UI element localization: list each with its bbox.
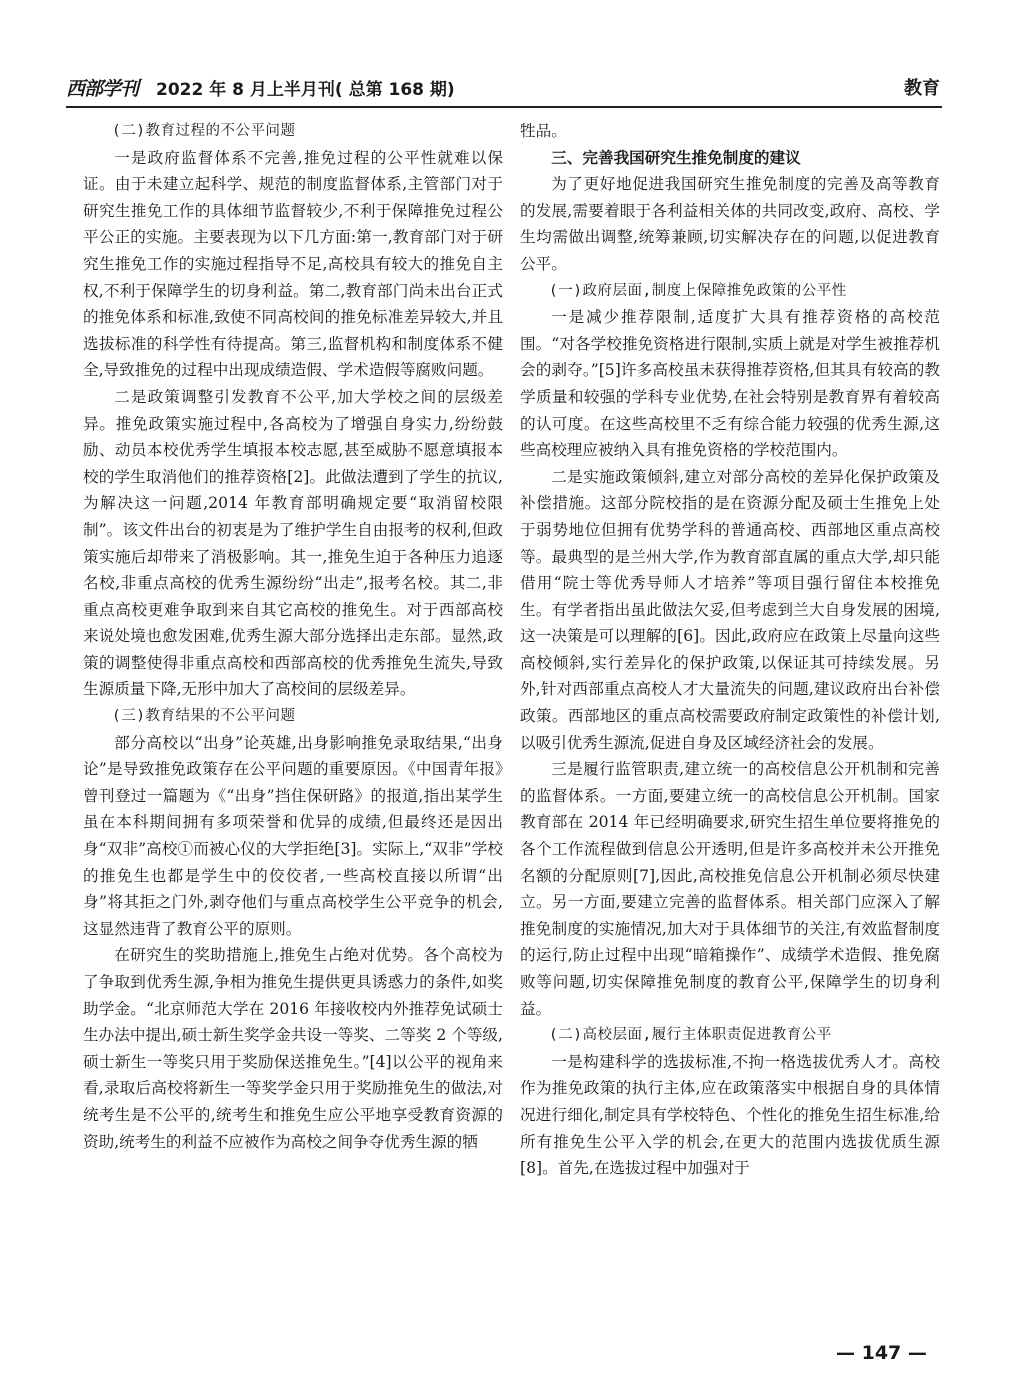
paragraph: 二是实施政策倾斜,建立对部分高校的差异化保护政策及补偿措施。这部分院校指的是在资源分配及硕士生推免上处于弱势地位但拥有优势学科的普通高校、西部地区重点高校等。最典型的是兰州大学,作为教育部直属的重点大学,却只能借用“院士等优秀导师人才培养”等项目强行留住本校推免生。有学者指出虽此做法欠妥,但考虑到兰大自身发展的困境,这一决策是可以理解的[6]。因此,政府应在政策上尽量向这些高校倾斜,实行差异化的保护政策,以保证其可持续发展。另外,针对西部重点高校人才大量流失的问题,建议政府出台补偿政策。西部地区的重点高校需要政府制定政策性的补偿计划,以吸引优秀生源流,促进自身及区域经济社会的发展。 xyxy=(520,467,940,752)
journal-logo: 西部学刊 xyxy=(66,78,139,100)
paragraph: 一是构建科学的选拔标准,不拘一格选拔优秀人才。高校作为推免政策的执行主体,应在政策落实中根据自身的具体情况进行细化,制定具有学校特色、个性化的推免生招生标准,给所有推免生公平入学的机会,在更大的范围内选拔优质生源[8]。首先,在选拔过程中加强对于 xyxy=(520,1052,940,1178)
paragraph: 为了更好地促进我国研究生推免制度的完善及高等教育的发展,需要着眼于各利益相关体的共同改变,政府、高校、学生均需做出调整,统筹兼顾,切实解决存在的问题,以促进教育公平。 xyxy=(520,175,940,273)
paragraph: 二是政策调整引发教育不公平,加大学校之间的层级差异。推免政策实施过程中,各高校为了增强自身实力,纷纷鼓励、动员本校优秀学生填报本校志愿,甚至威胁不愿意填报本校的学生取消他们的推荐资格[2]。此做法遭到了学生的抗议,为解决这一问题,2014 年教育部明确规定要“取消留校限制”。该文件出台的初衷是为了维护学生自由报考的权利,但政策实施后却带来了消极影响。其一,推免生迫于各种压力追逐名校,非重点高校的优秀生源纷纷“出走”,报考名校。其二,非重点高校更难争取到来自其它高校的推免生。对于西部高校来说处境也愈发困难,优秀生源大部分选择出走东部。显然,政策的调整使得非重点高校和西部高校的优秀推免生流失,导致生源质量下降,无形中加大了高校间的层级差异。 xyxy=(83,387,503,699)
paragraph-continuation: 牲品。 xyxy=(520,122,567,140)
paragraph: 一是减少推荐限制,适度扩大具有推荐资格的高校范围。“对各学校推免资格进行限制,实质上就是对学生被推荐机会的剥夺。”[5]许多高校虽未获得推荐资格,但其具有较高的教学质量和较强的学科专业优势,在社会特别是教育界有着较高的认可度。在这些高校里不乏有综合能力较强的优秀生源,这些高校理应被纳入具有推免资格的学校范围内。 xyxy=(520,308,940,460)
section-label: 教育 xyxy=(904,78,940,99)
paragraph: 三是履行监管职责,建立统一的高校信息公开机制和完善的监督体系。一方面,要建立统一的高校信息公开机制。国家教育部在 2014 年已经明确要求,研究生招生单位要将推免的各个工作流程做到信息公开透明,但是许多高校并未公开推免名额的分配原则[7],因此,高校推免信息公开机制必须尽快建立。另一方面,要建立完善的监督体系。相关部门应深入了解推免制度的实施情况,加大对于具体细节的关注,有效监督制度的运行,防止过程中出现“暗箱操作”、成绩学术造假、推免腐败等问题,切实保障推免制度的教育公平,保障学生的切身利益。 xyxy=(520,760,940,1018)
section-heading: 三、完善我国研究生推免制度的建议 xyxy=(551,148,801,167)
subsection-heading: (一)政府层面,制度上保障推免政策的公平性 xyxy=(549,282,847,299)
paragraph: 一是政府监督体系不完善,推免过程的公平性就难以保证。由于未建立起科学、规范的制度监督体系,主管部门对于研究生推免工作的具体细节监督较少,不利于保障推免过程公平公正的实施。主要表现为以下几方面:第一,教育部门对于研究生推免工作的实施过程指导不足,高校具有较大的推免自主权,不利于保障学生的切身利益。第二,教育部门尚未出台正式的推免体系和标准,致使不同高校间的推免标准差异较大,并且选拔标准的科学性有待提高。第三,监督机构和制度体系不健全,导致推免的过程中出现成绩造假、学术造假等腐败问题。 xyxy=(83,148,503,380)
issue-info: 2022 年 8 月上半月刊( 总第 168 期) xyxy=(156,80,455,100)
subsection-heading: (三)教育结果的不公平问题 xyxy=(112,708,296,725)
right-column xyxy=(520,118,940,1358)
page-number: — 147 — xyxy=(836,1342,927,1364)
paragraph: 在研究生的奖助措施上,推免生占绝对优势。各个高校为了争取到优秀生源,争相为推免生提供更具诱惑力的条件,如奖助学金。“北京师范大学在 2016 年接收校内外推荐免试硕士生办法中提出,硕士新生奖学金共设一等奖、二等奖 2 个等级,硕士新生一等奖只用于奖励保送推免生。”[4]以公平的视角来看,录取后高校将新生一等奖学金只用于奖励推免生的做法,对统考生是不公平的,统考生和推免生应公平地享受教育资源的资助,统考生的利益不应被作为高校之间争夺优秀生源的牺 xyxy=(83,946,503,1151)
running-header xyxy=(66,74,940,102)
subsection-heading: (二)教育过程的不公平问题 xyxy=(112,123,296,139)
header-rule xyxy=(66,106,942,108)
subsection-heading: (二)高校层面,履行主体职责促进教育公平 xyxy=(549,1027,832,1044)
paragraph: 部分高校以“出身”论英雄,出身影响推免录取结果,“出身论”是导致推免政策存在公平问题的重要原因。《中国青年报》曾刊登过一篇题为《“出身”挡住保研路》的报道,指出某学生虽在本科期间拥有多项荣誉和优异的成绩,但最终还是因出身“双非”高校①而被心仪的大学拒绝[3]。实际上,“双非”学校的推免生也都是学生中的佼佼者,一些高校直接以所谓“出身”将其拒之门外,剥夺他们与重点高校学生公平竞争的机会,这显然违背了教育公平的原则。 xyxy=(83,733,503,938)
left-column xyxy=(83,118,503,1358)
